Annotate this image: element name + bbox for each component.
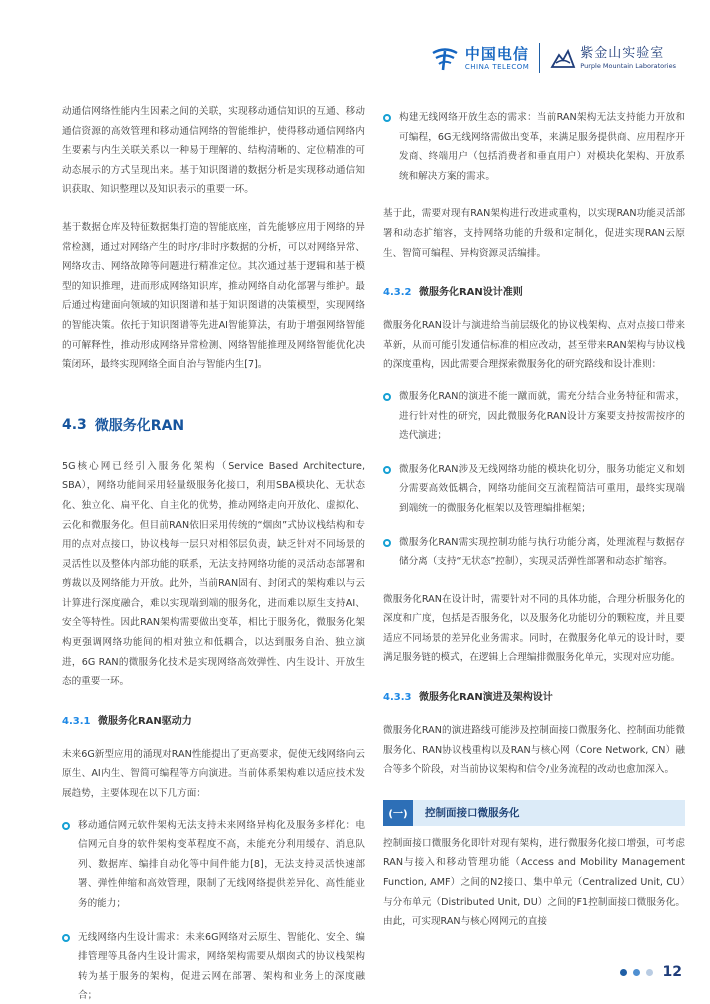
list-item: 移动通信网元软件架构无法支持未来网络异构化及服务多样化：电信网元自身的软件架构变革程度不高，未能充分利用缓存、消息队列、数据库、编排自动化等中间件能力[8]，无法支持灵活快速部署、弹性伸缩和高效管理，限制了无线网络提供差异化、高性能业务的能力； <box>62 816 365 914</box>
band-title: 控制面接口微服务化 <box>425 807 520 820</box>
lab-name-en: Purple Mountain Laboratories <box>580 61 676 70</box>
circle-bullet-icon <box>383 466 391 474</box>
section-heading <box>62 415 365 435</box>
subsection-number: 4.3.3 <box>383 692 412 704</box>
bullet-list <box>62 816 365 1004</box>
subsection-title: 微服务化RAN驱动力 <box>97 715 192 727</box>
dot-icon <box>646 969 653 976</box>
paragraph: 基于此，需要对现有RAN架构进行改进或重构，以实现RAN功能灵活部署和动态扩缩容，支持网络功能的升级和定制化，促进实现RAN云原生、智简可编程、异构资源灵活编排。 <box>383 208 685 259</box>
subsection-heading <box>62 712 365 727</box>
lab-name-cn: 紫金山实验室 <box>580 45 665 61</box>
list-item: 微服务化RAN需实现控制功能与执行功能分离，处理流程与数据存储分离（支持“无状态”控制），实现灵活弹性部署和动态扩缩容。 <box>383 533 685 572</box>
subsection-heading <box>383 688 685 703</box>
circle-bullet-icon <box>383 114 391 122</box>
list-item: 微服务化RAN涉及无线网络功能的模块化切分，服务功能定义和划分需要高效低耦合，网络功能间交互流程简洁可重用，最终实现端到端统一的微服务化框架以及管理编排框架； <box>383 460 685 519</box>
bullet-list <box>383 387 685 572</box>
bullet-list <box>383 108 685 186</box>
subheading-band <box>383 800 685 826</box>
subsection-number: 4.3.1 <box>62 715 91 727</box>
left-column <box>62 102 365 1004</box>
list-item: 微服务化RAN的演进不能一蹴而就，需充分结合业务特征和需求，进行针对性的研究，因此微服务化RAN设计方案要支持按需按序的迭代演进； <box>383 387 685 446</box>
circle-bullet-icon <box>62 934 70 942</box>
purple-mountain-logo <box>550 45 676 71</box>
dot-icon <box>633 969 640 976</box>
subsection-heading <box>383 283 685 298</box>
paragraph: 5G核心网已经引入服务化架构（Service Based Architecture, SBA），网络功能间采用轻量级服务化接口，利用SBA模块化、无状态化、独立化、扁平化、自主化的优势，推动网络走向开放化、虚拟化、云化和微服务化。但目前RAN依旧采用传统的“烟囱”式协议栈结构和专用的点对点接口，协议栈每一层只对相邻层负责，缺乏针对不同场景的灵活性以及整体内部功能的联系，无法支持网络功能的灵活动态部署和剪裁以及网络能力开放。此外，当前RAN固有、封闭式的架构难以与云计算进行深度融合，难以实现端到端的服务化，进而难以原生支持AI、安全等特性。因此RAN架构需要做出变革，相比于服务化，微服务化架构更强调网络功能间的相对独立和低耦合，以达到服务自治、独立演进，6G RAN的微服务化技术是实现网络高效弹性、内生设计、开放生态的重要一环。 <box>62 460 365 688</box>
circle-bullet-icon <box>383 393 391 401</box>
paragraph: 未来6G新型应用的涌现对RAN性能提出了更高要求，促使无线网络向云原生、AI内生、智简可编程等方向演进。当前体系架构难以适应技术发展趋势，主要体现在以下几方面： <box>62 748 365 800</box>
subsection-title: 微服务化RAN演进及架构设计 <box>418 692 553 704</box>
paragraph: 微服务化RAN在设计时，需要针对不同的具体功能，合理分析服务化的深度和广度，包括是否服务化，以及服务化功能切分的颗粒度，并且要适应不同场景的差异化业务需求。同时，在微服务化单元的设计时，要满足服务链的模式，在逻辑上合理编排微服务化单元，实现对应功能。 <box>383 593 685 664</box>
section-number: 4.3 <box>62 416 87 433</box>
circle-bullet-icon <box>383 539 391 547</box>
page-header <box>430 38 676 78</box>
subsection-number: 4.3.2 <box>383 287 412 299</box>
telecom-name-en: CHINA TELECOM <box>464 62 530 71</box>
china-telecom-logo <box>430 44 529 72</box>
page-footer <box>620 964 682 980</box>
paragraph: 微服务化RAN的演进路线可能涉及控制面接口微服务化、控制面功能微服务化、RAN协议栈重构以及RAN与核心网（Core Network, CN）融合等多个阶段，对当前协议架构和信令/业务流程的改动也愈加深入。 <box>383 725 685 776</box>
telecom-name-cn: 中国电信 <box>464 44 529 63</box>
paragraph: 基于数据仓库及特征数据集打造的智能底座，首先能够应用于网络的异常检测，通过对网络产生的时序/非时序数据的分析，可以对网络异常、网络攻击、网络故障等问题进行精准定位。其次通过基于逻辑和基于模型的知识推理，进而形成网络知识库，推动网络自动化部署与维护。最后通过构建面向领域的知识图谱和基于知识图谱的决策模型，实现网络的智能决策。依托于知识图谱等先进AI智能算法，有助于增强网络智能的可解释性，推动形成网络异常检测、网络智能推理及网络智能优化决策闭环，最终实现网络全面自治与智能内生[7]。 <box>62 221 365 371</box>
list-item: 构建无线网络开放生态的需求：当前RAN架构无法支持能力开放和可编程，6G无线网络需做出变革，来满足服务提供商、应用程序开发商、终端用户（包括消费者和垂直用户）对模块化架构、开放系统和解决方案的需求。 <box>383 108 685 186</box>
band-number: (一) <box>383 800 413 826</box>
header-divider <box>539 43 540 73</box>
paragraph: 微服务化RAN设计与演进给当前层级化的协议栈架构、点对点接口带来革新，从而可能引发通信标准的相应改动，甚至带来RAN架构与协议栈的深度重构，因此需要合理探索微服务化的研究路线和设计准则： <box>383 320 685 371</box>
subsection-title: 微服务化RAN设计准则 <box>418 287 523 299</box>
right-column <box>383 108 685 932</box>
section-title: 微服务化RAN <box>94 417 185 434</box>
china-telecom-icon <box>430 44 460 72</box>
paragraph: 动通信网络性能内生因素之间的关联，实现移动通信知识的互通、移动通信资源的高效管理和移动通信网络的智能维护，使得移动通信网络内生要素与内生关联关系以一种易于理解的、结构清晰的、定位精准的可动态展示的方式呈现出来。基于知识图谱的数据分析是实现移动通信知识获取、知识整理以及知识表示的重要一环。 <box>62 106 365 196</box>
dot-icon <box>620 969 627 976</box>
paragraph: 控制面接口微服务化即针对现有架构，进行微服务化接口增强，可考虑RAN与接入和移动管理功能（Access and Mobility Management Function, AMF）之间的N2接口、集中单元（Centralized Unit, CU）与分布单元（Distributed Unit, DU）之间的F1控制面接口微服务化。由此，可实现RAN与核心网网元的直接 <box>383 837 685 928</box>
mountain-icon <box>550 45 576 71</box>
list-item: 无线网络内生设计需求：未来6G网络对云原生、智能化、安全、编排管理等具备内生设计需求，网络架构需要从烟囱式的协议栈架构转为基于服务的架构，促进云网在部署、架构和业务上的深度融合； <box>62 928 365 1004</box>
page-number: 12 <box>662 964 682 980</box>
circle-bullet-icon <box>62 822 70 830</box>
